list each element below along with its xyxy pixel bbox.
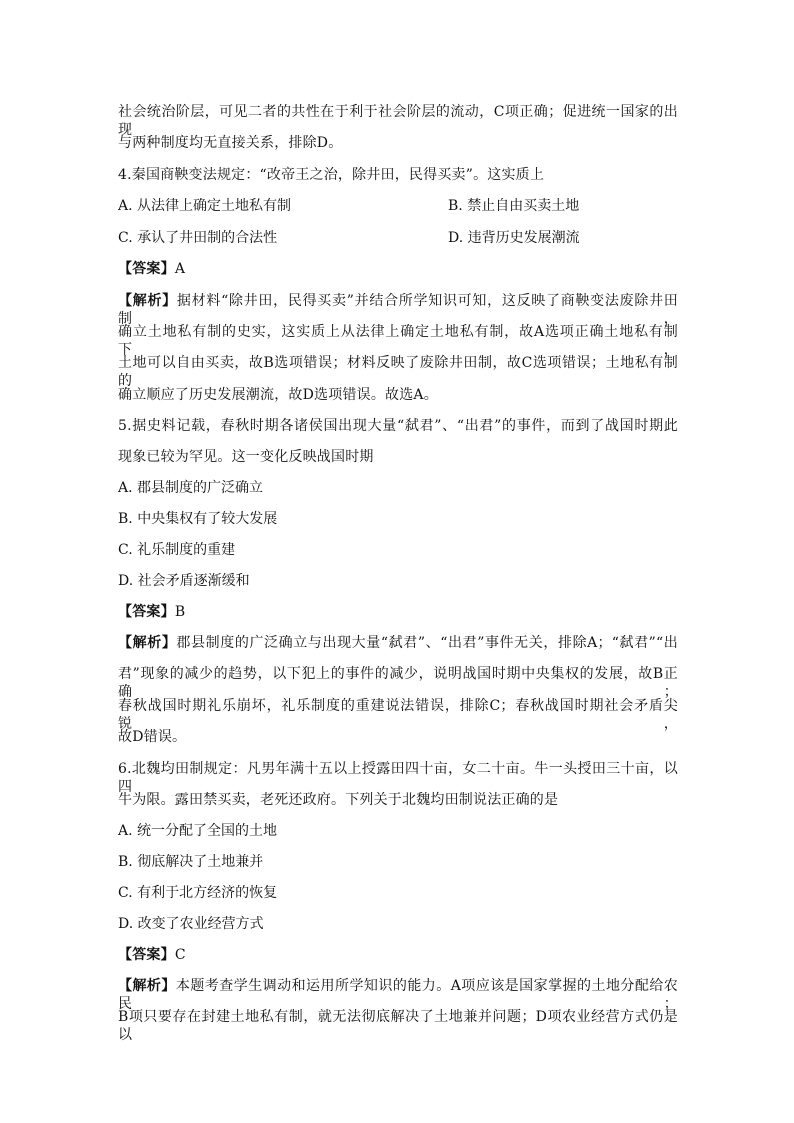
q4-analysis-line: 确立顺应了历史发展潮流，故D选项错误。故选A。 xyxy=(118,387,438,403)
analysis-text: 本题考查学生调动和运用所学知识的能力。A项应该是国家掌握的土地分配给农民； xyxy=(118,978,679,1012)
q4-analysis-line: 确立土地私有制的史实，这实质上从法律上确定土地私有制，故A选项正确土地私有制下， xyxy=(118,324,678,358)
q5-option-d: D. 社会矛盾逐渐缓和 xyxy=(118,573,250,589)
analysis-text: 郡县制度的广泛确立与出现大量“弑君”、“出君”事件无关，排除A；“弑君”“出 xyxy=(176,635,678,651)
q6-option-b: B. 彻底解决了土地兼并 xyxy=(118,854,264,870)
analysis-label: 【解析】 xyxy=(118,978,176,994)
answer-value: C xyxy=(174,947,186,963)
q4-option-d: D. 违背历史发展潮流 xyxy=(448,230,580,246)
analysis-label: 【解析】 xyxy=(118,293,177,309)
q6-analysis-line: B项只要存在封建土地私有制，就无法彻底解决了土地兼并问题；D项农业经营方式仍是以 xyxy=(118,1009,678,1043)
answer-value: B xyxy=(174,604,186,620)
q5-analysis-line: 故D错误。 xyxy=(118,729,187,745)
q5-option-b: B. 中央集权有了较大发展 xyxy=(118,511,278,527)
q6-option-a: A. 统一分配了全国的土地 xyxy=(118,823,278,839)
answer-label: 【答案】 xyxy=(118,947,175,963)
q4-answer xyxy=(118,260,678,278)
question-5-stem: 5.据史料记载，春秋时期各诸侯国出现大量“弑君”、“出君”的事件，而到了战国时期此 xyxy=(118,418,678,434)
answer-value: A xyxy=(174,261,186,277)
question-6-stem: 6.北魏均田制规定：凡男年满十五以上授露田四十亩，女二十亩。牛一头授田三十亩，以四 xyxy=(118,761,678,795)
analysis-label: 【解析】 xyxy=(118,635,177,651)
q6-option-d: D. 改变了农业经营方式 xyxy=(118,916,264,932)
q5-analysis-line: 君”现象的减少的趋势，以下犯上的事件的减少，说明战国时期中央集权的发展，故B正确； xyxy=(118,666,678,700)
text-line: 与两种制度均无直接关系，排除D。 xyxy=(118,135,343,151)
text-line: 社会统治阶层，可见二者的共性在于利于社会阶层的流动，C项正确；促进统一国家的出现 xyxy=(118,104,678,138)
answer-label: 【答案】 xyxy=(118,604,175,620)
q6-answer xyxy=(118,946,678,964)
q4-option-b: B. 禁止自由买卖土地 xyxy=(448,198,580,214)
question-4-stem: 4.秦国商鞅变法规定：“改帝王之治，除井田，民得买卖”。这实质上 xyxy=(118,167,545,183)
q4-option-c: C. 承认了井田制的合法性 xyxy=(118,230,278,246)
q5-answer xyxy=(118,603,678,621)
question-5-stem: 现象已较为罕见。这一变化反映战国时期 xyxy=(118,449,374,465)
question-6-stem: 牛为限。露田禁买卖，老死还政府。下列关于北魏均田制说法正确的是 xyxy=(118,792,559,808)
q5-option-a: A. 郡县制度的广泛确立 xyxy=(118,480,264,496)
analysis-text: 据材料“除井田，民得买卖”并结合所学知识可知，这反映了商鞅变法废除井田制， xyxy=(118,293,679,327)
q4-option-a: A. 从法律上确定土地私有制 xyxy=(118,198,292,214)
q5-analysis-line xyxy=(118,634,678,652)
q4-analysis-line: 土地可以自由买卖，故B选项错误；材料反映了废除井田制，故C选项错误；土地私有制的 xyxy=(118,355,678,389)
q6-option-c: C. 有利于北方经济的恢复 xyxy=(118,885,278,901)
q5-analysis-line: 春秋战国时期礼乐崩坏，礼乐制度的重建说法错误，排除C；春秋战国时期社会矛盾尖锐， xyxy=(118,698,678,732)
answer-label: 【答案】 xyxy=(118,261,175,277)
q5-option-c: C. 礼乐制度的重建 xyxy=(118,542,236,558)
